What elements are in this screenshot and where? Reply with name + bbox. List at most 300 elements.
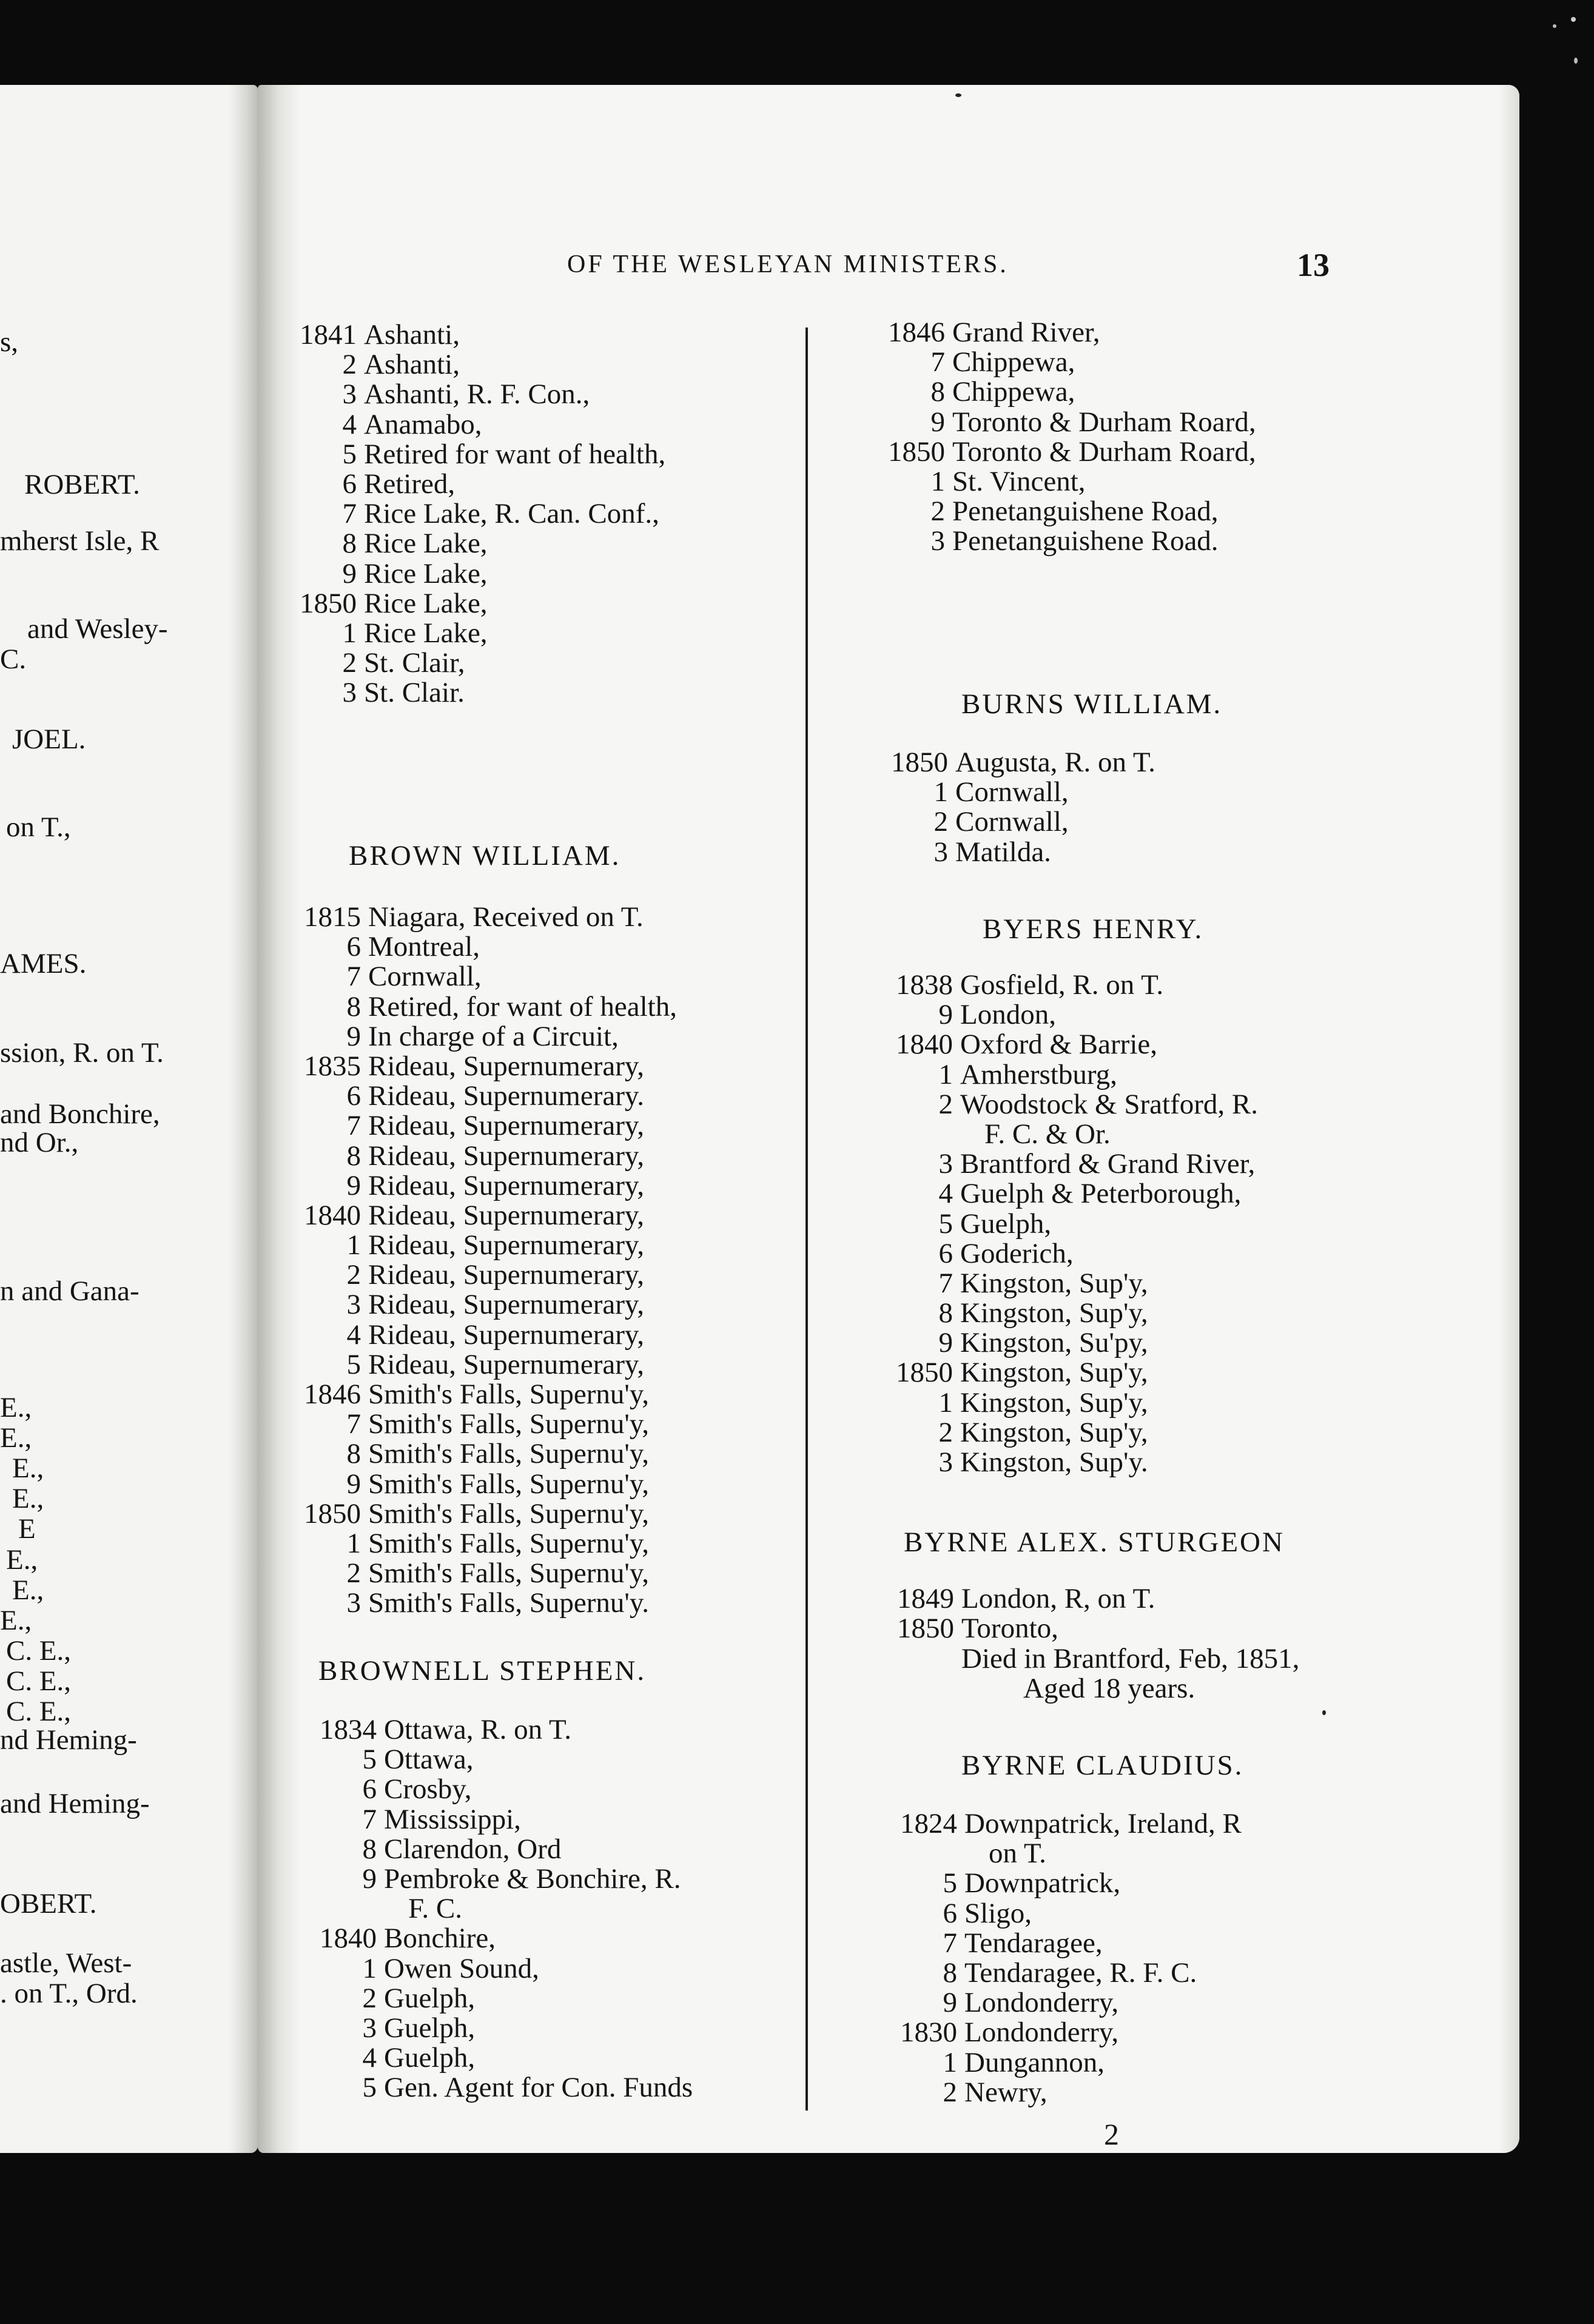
previous-page-fragment: E.,: [0, 1422, 32, 1454]
entry-year: 8: [362, 1833, 377, 1865]
entry-year: 9: [342, 557, 357, 589]
entry-line: [873, 497, 1256, 526]
entry-station: London, R, on T.: [961, 1583, 1155, 1614]
previous-page-fragment: and Wesley-: [27, 613, 168, 645]
entry-station: Rideau, Supernumerary,: [368, 1169, 645, 1201]
entry-station: Smith's Falls, Supernu'y,: [368, 1408, 650, 1440]
entry-station: Guelph,: [384, 2012, 476, 2044]
entry-year: 1838: [896, 969, 953, 1001]
page-number: 13: [1297, 247, 1330, 283]
entry-station: Newry,: [964, 2076, 1048, 2108]
entry-line: [305, 1745, 693, 1775]
entry-line: [886, 1809, 1242, 1839]
entry-station: Clarendon, Ord: [384, 1833, 562, 1865]
entry-line: [305, 1835, 693, 1864]
entry-line: [886, 2048, 1242, 2078]
entry-year: 6: [938, 1237, 953, 1269]
entry-station: Cornwall,: [955, 776, 1069, 808]
entry-year: 1841: [300, 319, 357, 351]
entry-year: 7: [930, 346, 945, 378]
entry-line: [285, 410, 665, 440]
entry-station: Sligo,: [964, 1897, 1032, 1929]
entry-station: Guelph,: [384, 1982, 476, 2014]
entry-line: [886, 2078, 1242, 2107]
entry-station: Rice Lake,: [364, 617, 488, 649]
entry-line: [881, 1209, 1258, 1239]
entry-line: [881, 1328, 1258, 1358]
entry-line: [873, 526, 1256, 556]
entry-station: Rideau, Supernumerary,: [368, 1140, 645, 1172]
page-edge-shadow: [1499, 85, 1519, 2153]
entry-line: [289, 1290, 677, 1320]
left-column-entries-continued: [285, 320, 665, 708]
book-page: [258, 85, 1519, 2153]
entry-year: 1840: [896, 1029, 953, 1061]
entry-line: [289, 1022, 677, 1052]
entry-station: Rideau, Supernumerary,: [368, 1259, 645, 1291]
entry-station: Ottawa,: [384, 1744, 474, 1776]
entry-line: [881, 1030, 1258, 1060]
entry-line: [881, 1120, 1258, 1149]
entry-line: [886, 1839, 1242, 1869]
entry-line: [289, 1171, 677, 1201]
entry-station: London,: [960, 999, 1056, 1031]
entry-station: Ashanti,: [364, 319, 460, 351]
entry-year: 7: [938, 1267, 953, 1299]
entry-station: Smith's Falls, Supernu'y,: [368, 1527, 650, 1559]
entry-year: 1: [342, 617, 357, 649]
entry-year: 1815: [304, 901, 361, 933]
previous-page-fragment: C. E.,: [6, 1696, 72, 1727]
entry-line: [886, 1899, 1242, 1929]
entry-year: 1: [346, 1229, 361, 1261]
entry-station: Kingston, Sup'y,: [960, 1416, 1148, 1448]
entry-line: [285, 648, 665, 678]
entry-line: [305, 1894, 693, 1924]
entry-station: Gosfield, R. on T.: [960, 969, 1164, 1001]
entry-station: Ashanti, R. F. Con.,: [364, 378, 590, 411]
entry-line: [881, 1239, 1258, 1269]
entry-year: 1: [346, 1527, 361, 1559]
burns-william-entries: [876, 748, 1155, 867]
entry-year: 1840: [304, 1199, 361, 1231]
entry-line: [873, 437, 1256, 467]
entry-station: Chippewa,: [952, 346, 1075, 378]
entry-year: 7: [346, 961, 361, 993]
entry-station: Augusta, R. on T.: [955, 747, 1155, 778]
entry-year: 1846: [888, 317, 945, 348]
entry-line: [881, 1000, 1258, 1030]
previous-page-fragment: nd Or.,: [0, 1127, 79, 1158]
entry-year: 9: [938, 1327, 953, 1359]
entry-line: [305, 1924, 693, 1953]
entry-line: [873, 467, 1256, 497]
entry-year: 1849: [897, 1583, 954, 1614]
entry-year: 2: [346, 1259, 361, 1291]
entry-year: 9: [346, 1468, 361, 1500]
entry-station: Smith's Falls, Supernu'y,: [368, 1379, 650, 1410]
entry-year: 6: [346, 1080, 361, 1112]
previous-page-fragment: astle, West-: [0, 1947, 132, 1979]
entry-year: 5: [362, 2072, 377, 2104]
entry-line: [873, 408, 1256, 437]
entry-year: 2: [342, 647, 357, 679]
entry-station: St. Clair.: [364, 677, 465, 709]
entry-station: Niagara, Received on T.: [368, 901, 644, 933]
entry-line: [886, 2018, 1242, 2047]
entry-line: [285, 440, 665, 469]
entry-year: 9: [943, 1987, 957, 2019]
entry-line: [289, 1260, 677, 1290]
entry-heading-byrne-alex-sturgeon: BYRNE ALEX. STURGEON: [904, 1526, 1285, 1558]
entry-line: [873, 348, 1256, 377]
brown-william-entries: [289, 902, 677, 1619]
entry-line: [883, 1584, 1155, 1614]
entry-year: 9: [938, 999, 953, 1031]
entry-line: [881, 1090, 1258, 1120]
entry-year: 1: [933, 776, 948, 808]
entry-station: Tendaragee,: [964, 1927, 1103, 1959]
entry-year: 6: [362, 1773, 377, 1805]
entry-year: 4: [362, 2042, 377, 2074]
entry-station: Mississippi,: [384, 1803, 521, 1835]
entry-line: [883, 1614, 1155, 1644]
entry-line: [881, 1298, 1258, 1328]
entry-station: In charge of a Circuit,: [368, 1020, 619, 1052]
entry-station: Toronto & Durham Roard,: [952, 406, 1256, 438]
previous-page-fragment: n and Gana-: [0, 1275, 140, 1307]
entry-year: 3: [938, 1148, 953, 1180]
entry-station: Downpatrick,: [964, 1867, 1121, 1899]
entry-station: Cornwall,: [955, 806, 1069, 838]
previous-page-fragment: AMES.: [0, 948, 87, 979]
entry-line: [886, 1929, 1242, 1958]
entry-station: Kingston, Sup'y,: [960, 1297, 1148, 1329]
previous-page-fragment: ROBERT.: [24, 469, 140, 500]
age-note: Aged 18 years.: [1023, 1673, 1196, 1704]
entry-line: [285, 529, 665, 559]
entry-line: [881, 1418, 1258, 1448]
entry-line: [886, 1869, 1242, 1898]
print-speck: [955, 93, 961, 97]
entry-year: 1830: [900, 2017, 957, 2049]
entry-year: 1850: [300, 587, 357, 619]
entry-line: [289, 1052, 677, 1081]
entry-year: 2: [930, 495, 945, 528]
entry-line: [305, 1984, 693, 2013]
entry-line: [285, 320, 665, 350]
entry-year: 3: [346, 1289, 361, 1321]
entry-line: [873, 318, 1256, 348]
entry-year: 1846: [304, 1379, 361, 1410]
entry-station: Toronto,: [961, 1613, 1058, 1645]
right-column-entries-continued: [873, 318, 1256, 557]
entry-line: [881, 1358, 1258, 1388]
entry-station: Matilda.: [955, 836, 1051, 868]
entry-station: Rice Lake,: [364, 557, 488, 589]
entry-line: [289, 1081, 677, 1111]
entry-year: 1850: [304, 1497, 361, 1530]
entry-station: Toronto & Durham Roard,: [952, 435, 1256, 468]
entry-station: Kingston, Sup'y,: [960, 1357, 1148, 1389]
entry-station: St. Clair,: [364, 647, 465, 679]
entry-line: [289, 1201, 677, 1231]
entry-year: 9: [930, 406, 945, 438]
entry-line: [305, 2073, 693, 2103]
entry-year: 3: [342, 677, 357, 709]
previous-page-fragment: on T.,: [6, 811, 71, 843]
entry-year: 7: [346, 1408, 361, 1440]
previous-page-fragment: JOEL.: [12, 724, 86, 755]
previous-page-fragment: and Heming-: [0, 1788, 150, 1819]
entry-line: [876, 777, 1155, 807]
entry-station: Kingston, Su'py,: [960, 1327, 1148, 1359]
entry-year: 1: [938, 1386, 953, 1419]
entry-station: Penetanguishene Road.: [952, 525, 1219, 557]
entry-station: Smith's Falls, Supernu'y.: [368, 1587, 650, 1619]
entry-year: 8: [346, 1438, 361, 1470]
entry-year: 2: [362, 1982, 377, 2014]
entry-station: Ottawa, R. on T.: [384, 1714, 571, 1745]
entry-line: [881, 1388, 1258, 1418]
entry-line: [289, 1380, 677, 1409]
entry-station: Gen. Agent for Con. Funds: [384, 2072, 693, 2104]
entry-station: Rice Lake, R. Can. Conf.,: [364, 498, 659, 530]
entry-line: [881, 1269, 1258, 1298]
entry-station: Retired, for want of health,: [368, 990, 677, 1023]
previous-page-fragment: E: [18, 1513, 36, 1545]
entry-station: Rideau, Supernumerary.: [368, 1080, 645, 1112]
entry-year: 2: [346, 1557, 361, 1590]
entry-station: Retired for want of health,: [364, 438, 666, 470]
entry-line: [285, 499, 665, 529]
entry-year: 7: [342, 498, 357, 530]
entry-line: [289, 1559, 677, 1588]
entry-year: 1834: [320, 1714, 377, 1745]
byrne-claudius-entries: [886, 1809, 1242, 2107]
entry-year: 2: [938, 1088, 953, 1120]
entry-year: 1840: [320, 1923, 377, 1955]
scan-speck: [1574, 58, 1578, 64]
entry-station: Penetanguishene Road,: [952, 495, 1219, 528]
previous-page-fragment: E.,: [0, 1605, 32, 1636]
entry-line: [289, 992, 677, 1022]
entry-station: Crosby,: [384, 1773, 472, 1805]
entry-station: Londonderry,: [964, 2017, 1119, 2049]
entry-line: [285, 380, 665, 409]
entry-year: 3: [930, 525, 945, 557]
entry-heading-byers-henry: BYERS HENRY.: [983, 913, 1204, 945]
signature-mark: 2: [1104, 2117, 1119, 2151]
entry-station: Rice Lake,: [364, 528, 488, 560]
entry-year: 6: [346, 931, 361, 963]
entry-station: Grand River,: [952, 317, 1100, 348]
entry-line: [876, 838, 1155, 867]
entry-year: 2: [342, 349, 357, 381]
entry-line: [873, 377, 1256, 407]
entry-station: Guelph,: [960, 1207, 1052, 1240]
entry-station: Rideau, Supernumerary,: [368, 1199, 645, 1231]
entry-line: [305, 2043, 693, 2073]
entry-station: Smith's Falls, Supernu'y,: [368, 1468, 650, 1500]
entry-line: [285, 469, 665, 499]
entry-station: Chippewa,: [952, 376, 1075, 408]
byrne-alex-sturgeon-entries: [883, 1584, 1155, 1644]
entry-year: 6: [943, 1897, 957, 1929]
entry-station: Downpatrick, Ireland, R: [964, 1808, 1242, 1839]
previous-page-fragment: ssion, R. on T.: [0, 1037, 164, 1069]
scan-speck: [1553, 24, 1556, 28]
entry-year: 8: [346, 990, 361, 1023]
entry-line: [289, 1111, 677, 1141]
entry-year: 3: [362, 2012, 377, 2044]
previous-page-fragment: C. E.,: [6, 1635, 72, 1667]
entry-year: 1: [930, 465, 945, 497]
entry-year: 1835: [304, 1050, 361, 1082]
entry-line: [289, 1588, 677, 1618]
entry-line: [881, 970, 1258, 1000]
scan-speck: [1571, 17, 1576, 22]
entry-year: 4: [342, 408, 357, 440]
entry-year: 3: [342, 378, 357, 411]
entry-station: Amherstburg,: [960, 1058, 1117, 1090]
entry-station: Cornwall,: [368, 961, 482, 993]
entry-year: 8: [938, 1297, 953, 1329]
previous-page: [0, 85, 258, 2153]
entry-station: Ashanti,: [364, 349, 460, 381]
previous-page-fragment: and Bonchire,: [0, 1098, 160, 1130]
died-note: Died in Brantford, Feb, 1851,: [961, 1643, 1300, 1674]
entry-line: [305, 1715, 693, 1745]
entry-line: [285, 559, 665, 589]
entry-heading-burns-william: BURNS WILLIAM.: [961, 688, 1223, 720]
entry-station: Oxford & Barrie,: [960, 1029, 1157, 1061]
entry-year: 1: [943, 2046, 957, 2078]
entry-line: [289, 1529, 677, 1559]
entry-year: 4: [938, 1178, 953, 1210]
previous-page-fragment: . on T., Ord.: [0, 1978, 138, 2009]
entry-year: 9: [346, 1169, 361, 1201]
entry-station: F. C.: [408, 1893, 462, 1925]
entry-year: 9: [346, 1020, 361, 1052]
entry-station: F. C. & Or.: [984, 1118, 1111, 1150]
entry-station: Kingston, Sup'y.: [960, 1446, 1148, 1478]
brownell-stephen-entries: [305, 1715, 693, 2103]
entry-year: 5: [362, 1744, 377, 1776]
entry-line: [285, 619, 665, 648]
entry-station: Smith's Falls, Supernu'y,: [368, 1497, 650, 1530]
entry-station: Montreal,: [368, 931, 480, 963]
entry-year: 5: [943, 1867, 957, 1899]
previous-page-fragment: E.,: [12, 1574, 44, 1606]
entry-station: Rideau, Supernumerary,: [368, 1289, 645, 1321]
entry-line: [305, 1775, 693, 1804]
entry-year: 8: [346, 1140, 361, 1172]
previous-page-fragment: mherst Isle, R: [0, 525, 160, 557]
entry-station: Owen Sound,: [384, 1952, 539, 1984]
entry-year: 7: [943, 1927, 957, 1959]
entry-station: Londonderry,: [964, 1987, 1119, 2019]
entry-heading-byrne-claudius: BYRNE CLAUDIUS.: [961, 1750, 1244, 1781]
previous-page-fragment: E.,: [6, 1544, 38, 1576]
entry-station: Smith's Falls, Supernu'y,: [368, 1557, 650, 1590]
column-rule: [805, 327, 808, 2111]
entry-year: 5: [346, 1348, 361, 1380]
entry-station: Rideau, Supernumerary,: [368, 1318, 645, 1351]
entry-year: 1: [938, 1058, 953, 1090]
entry-line: [289, 1439, 677, 1469]
entry-station: Guelph & Peterborough,: [960, 1178, 1242, 1210]
entry-line: [886, 1988, 1242, 2018]
entry-line: [886, 1958, 1242, 1988]
entry-year: 2: [938, 1416, 953, 1448]
entry-station: Pembroke & Bonchire, R.: [384, 1862, 681, 1895]
entry-station: Smith's Falls, Supernu'y,: [368, 1438, 650, 1470]
entry-station: Goderich,: [960, 1237, 1074, 1269]
entry-station: Tendaragee, R. F. C.: [964, 1956, 1197, 1989]
entry-year: 3: [933, 836, 948, 868]
entry-station: Woodstock & Sratford, R.: [960, 1088, 1258, 1120]
entry-line: [305, 1954, 693, 1984]
entry-station: Rideau, Supernumerary,: [368, 1110, 645, 1142]
entry-line: [285, 589, 665, 619]
previous-page-gutter: [229, 85, 258, 2153]
entry-heading-brownell-stephen: BROWNELL STEPHEN.: [318, 1655, 647, 1687]
entry-year: 2: [943, 2076, 957, 2108]
entry-year: 1850: [888, 435, 945, 468]
entry-year: 3: [346, 1587, 361, 1619]
entry-year: 4: [346, 1318, 361, 1351]
previous-page-fragment: nd Heming-: [0, 1724, 137, 1756]
entry-year: 3: [938, 1446, 953, 1478]
running-head: OF THE WESLEYAN MINISTERS.: [567, 250, 1009, 278]
entry-year: 1: [362, 1952, 377, 1984]
entry-line: [876, 748, 1155, 777]
entry-line: [289, 932, 677, 962]
entry-year: 1850: [897, 1613, 954, 1645]
entry-line: [289, 1409, 677, 1439]
entry-station: Bonchire,: [384, 1923, 496, 1955]
entry-year: 9: [362, 1862, 377, 1895]
previous-page-fragment: OBERT.: [0, 1888, 97, 1919]
previous-page-fragment: C. E.,: [6, 1665, 72, 1697]
previous-page-fragment: E.,: [12, 1483, 44, 1514]
entry-year: 1850: [896, 1357, 953, 1389]
entry-line: [285, 350, 665, 380]
previous-page-fragment: E.,: [12, 1452, 44, 1484]
entry-station: Rideau, Supernumerary,: [368, 1050, 645, 1082]
entry-line: [289, 962, 677, 992]
byers-henry-entries: [881, 970, 1258, 1477]
entry-year: 5: [342, 438, 357, 470]
entry-year: 8: [342, 528, 357, 560]
entry-line: [289, 1231, 677, 1260]
entry-line: [289, 1320, 677, 1350]
entry-line: [881, 1448, 1258, 1477]
entry-year: 8: [943, 1956, 957, 1989]
print-speck: [1322, 1710, 1326, 1715]
entry-station: Brantford & Grand River,: [960, 1148, 1256, 1180]
entry-line: [289, 1469, 677, 1499]
previous-page-fragment: C.: [0, 643, 27, 675]
entry-station: St. Vincent,: [952, 465, 1086, 497]
entry-line: [881, 1060, 1258, 1090]
entry-year: 5: [938, 1207, 953, 1240]
entry-station: Rideau, Supernumerary,: [368, 1348, 645, 1380]
entry-station: Kingston, Sup'y,: [960, 1267, 1148, 1299]
entry-year: 7: [362, 1803, 377, 1835]
previous-page-fragment: s,: [0, 326, 19, 358]
